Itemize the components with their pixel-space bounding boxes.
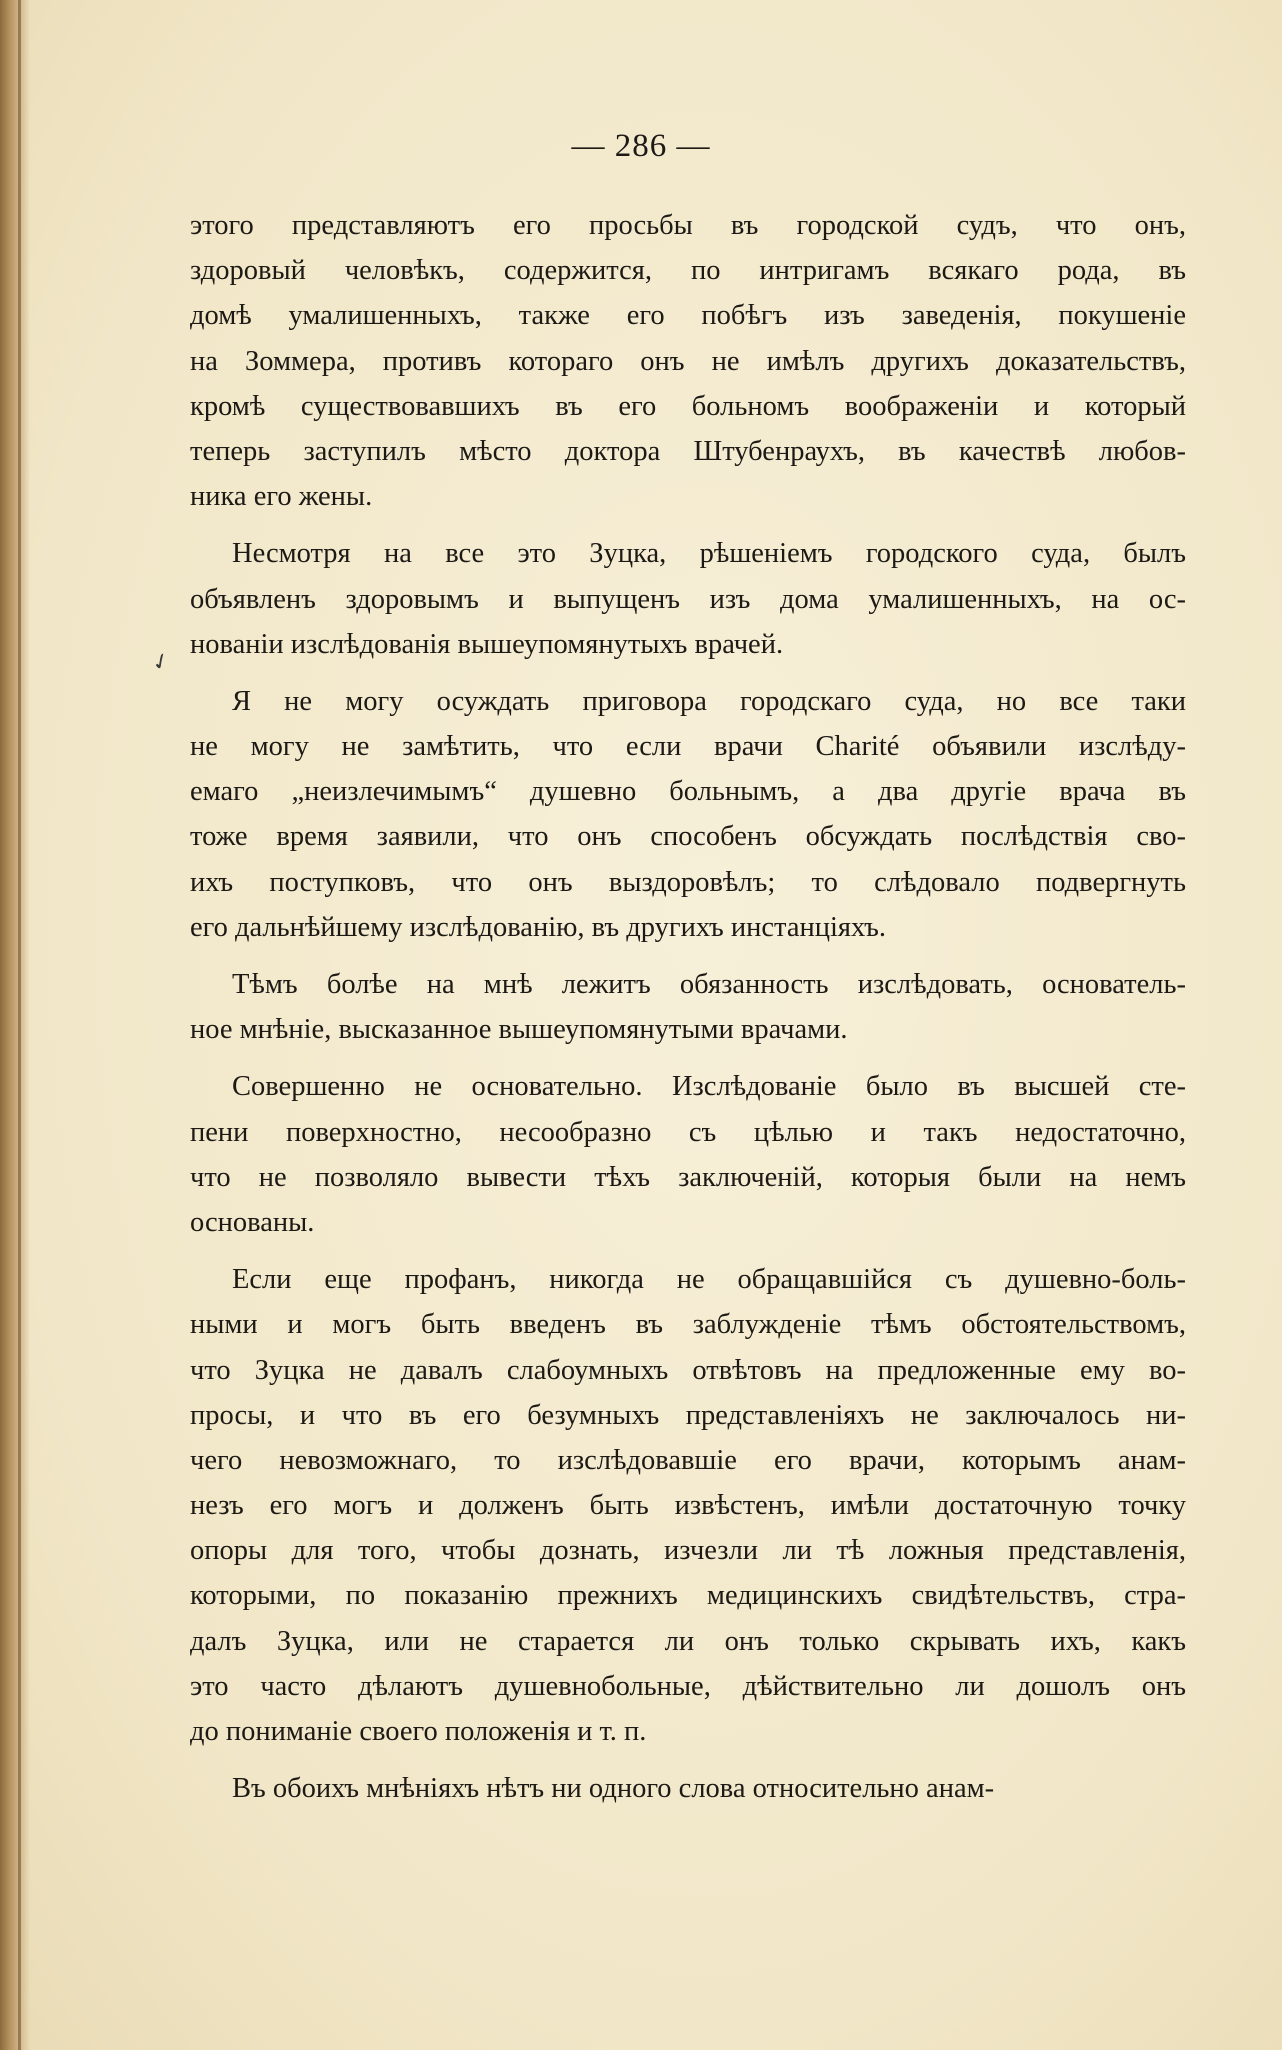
text-line: опоры для того, чтобы дознать, изчезли ли тѣ ложныя представленія, [190,1535,1186,1567]
text-line: Если еще профанъ, никогда не обращавшійся съ душевно-боль- [232,1264,1186,1296]
text-line: что не позволяло вывести тѣхъ заключеній, которыя были на немъ [190,1161,1186,1193]
text-line: не могу не замѣтить, что если врачи Charité объявили изслѣду- [190,731,1186,763]
binding-line [18,0,21,2050]
paragraph [190,1257,1186,1754]
text-line: Въ обоихъ мнѣніяхъ нѣтъ ни одного слова относительно анам- [232,1773,995,1805]
text-line: тоже время заявили, что онъ способенъ обсуждать послѣдствія сво- [190,821,1186,853]
text-line: объявленъ здоровымъ и выпущенъ изъ дома умалишенныхъ, на ос- [190,583,1186,615]
text-line: Совершенно не основательно. Изслѣдованіе было въ высшей сте- [232,1071,1186,1103]
text-line: до пониманіе своего положенія и т. п. [190,1716,647,1747]
text-line: основаны. [190,1206,315,1238]
text-line: ными и могъ быть введенъ въ заблужденіе тѣмъ обстоятельствомъ, [190,1309,1186,1341]
text-line: далъ Зуцка, или не старается ли онъ только скрывать ихъ, какъ [190,1625,1186,1657]
text-line: нованіи изслѣдованія вышеупомянутыхъ врачей. [190,628,784,660]
page-binding-edge [0,0,30,2050]
text-line: это часто дѣлаютъ душевнобольные, дѣйствительно ли дошолъ онъ [190,1670,1186,1702]
text-line: на Зоммера, противъ котораго онъ не имѣлъ другихъ доказательствъ, [190,345,1186,377]
text-line: этого представляютъ его просьбы въ городской судъ, что онъ, [190,210,1186,241]
paragraph [190,531,1186,667]
body-text [190,203,1186,1823]
text-line: домѣ умалишенныхъ, также его побѣгъ изъ заведенія, покушеніе [190,300,1186,332]
text-line: ное мнѣніе, высказанное вышеупомянутыми врачами. [190,1014,848,1046]
text-line: теперь заступилъ мѣсто доктора Штубенраухъ, въ качествѣ любов- [190,435,1186,467]
margin-check-mark: ✓ [147,647,175,678]
text-line: что Зуцка не давалъ слабоумныхъ отвѣтовъ на предложенные ему во- [190,1354,1186,1386]
text-line: ника его жены. [190,481,373,513]
text-line: чего невозможнаго, то изслѣдовавшіе его врачи, которымъ анам- [190,1444,1186,1476]
text-line: ихъ поступковъ, что онъ выздоровѣлъ; то слѣдовало подвергнуть [190,866,1186,898]
text-line: Я не могу осуждать приговора городскаго суда, но все таки [232,685,1186,717]
paragraph [190,1064,1186,1245]
text-line: пени поверхностно, несообразно съ цѣлью и такъ недостаточно, [190,1116,1186,1148]
text-line: просы, и что въ его безумныхъ представленіяхъ не заключалось ни- [190,1399,1186,1431]
paragraph [190,1766,1186,1811]
text-line: его дальнѣйшему изслѣдованію, въ другихъ инстанціяхъ. [190,911,887,943]
text-line: незъ его могъ и долженъ быть извѣстенъ, имѣли достаточную точку [190,1490,1186,1522]
text-line: Тѣмъ болѣе на мнѣ лежитъ обязанность изслѣдовать, основатель- [232,969,1186,1000]
text-line: емаго „неизлечимымъ“ душевно больнымъ, а два другіе врача въ [190,776,1186,808]
paragraph [190,679,1186,950]
text-line: которыми, по показанію прежнихъ медицинскихъ свидѣтельствъ, стра- [190,1580,1186,1612]
paragraph [190,203,1186,519]
text-line: кромѣ существовавшихъ въ его больномъ воображеніи и который [190,390,1186,422]
text-line: Несмотря на все это Зуцка, рѣшеніемъ городского суда, былъ [232,538,1186,570]
text-line: здоровый человѣкъ, содержится, по интригамъ всякаго рода, въ [190,255,1186,287]
paragraph [190,962,1186,1052]
page-number: — 286 — [571,128,711,164]
